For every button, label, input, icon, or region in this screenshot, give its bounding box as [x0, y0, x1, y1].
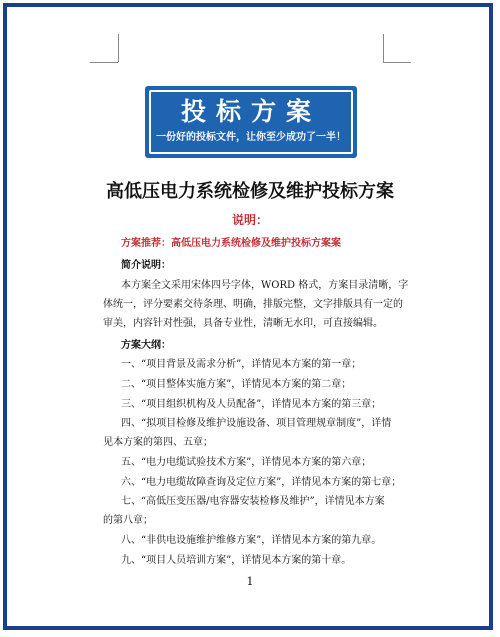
intro-heading: 简介说明： [121, 260, 171, 271]
corner-mark-top-left-v [118, 34, 119, 62]
note-heading: 说明： [231, 213, 268, 227]
intro-line: 审美，内容针对性强，具备专业性，清晰无水印，可直接编辑。 [103, 318, 383, 329]
outline-line: 八、“非供电设施维护维修方案”，详情见本方案的第九章。 [121, 535, 382, 546]
tender-banner [145, 86, 357, 158]
outline-heading: 方案大纲： [121, 340, 171, 351]
recommend-line: 方案推荐：高低压电力系统检修及维护投标方案案 [121, 238, 341, 249]
corner-mark-top-right-h [383, 62, 411, 63]
corner-mark-top-left-h [90, 62, 118, 63]
outline-line: 三、“项目组织机构及人员配备”，详情见本方案的第三章； [121, 399, 382, 410]
outline-line: 九、“项目人员培训方案”，详情见本方案的第十章。 [121, 555, 352, 566]
intro-line: 体统一，评分要素交待条理、明确，排版完整，文字排版具有一定的 [103, 299, 403, 310]
banner-subtitle: 一份好的投标文件，让你至少成功了一半！ [156, 132, 346, 143]
outline-line: 四、“拟项目检修及维护设施设备、项目管理规章制度”，详情 [121, 418, 392, 429]
outline-line: 五、“电力电缆试验技术方案”，详情见本方案的第六章； [121, 457, 372, 468]
corner-mark-top-right-v [383, 34, 384, 62]
document-title: 高低压电力系统检修及维护投标方案 [106, 181, 394, 202]
outline-line: 一、“项目背景及需求分析”，详情见本方案的第一章； [121, 359, 362, 370]
outline-line: 二、“项目整体实施方案”，详情见本方案的第二章； [121, 379, 352, 390]
outline-line: 的第八章； [103, 515, 153, 526]
outline-line: 七、“高低压变压器/电容器安装检修及维护”，详情见本方案 [121, 496, 385, 507]
outline-line: 见本方案的第四、五章； [103, 437, 213, 448]
page-number: 1 [246, 575, 254, 588]
banner-title: 投标方案 [180, 97, 321, 126]
intro-line: 本方案全文采用宋体四号字体，WORD 格式，方案目录清晰，字 [121, 280, 409, 291]
outline-line: 六、“电力电缆故障查询及定位方案”，详情见本方案的第七章； [121, 477, 402, 488]
